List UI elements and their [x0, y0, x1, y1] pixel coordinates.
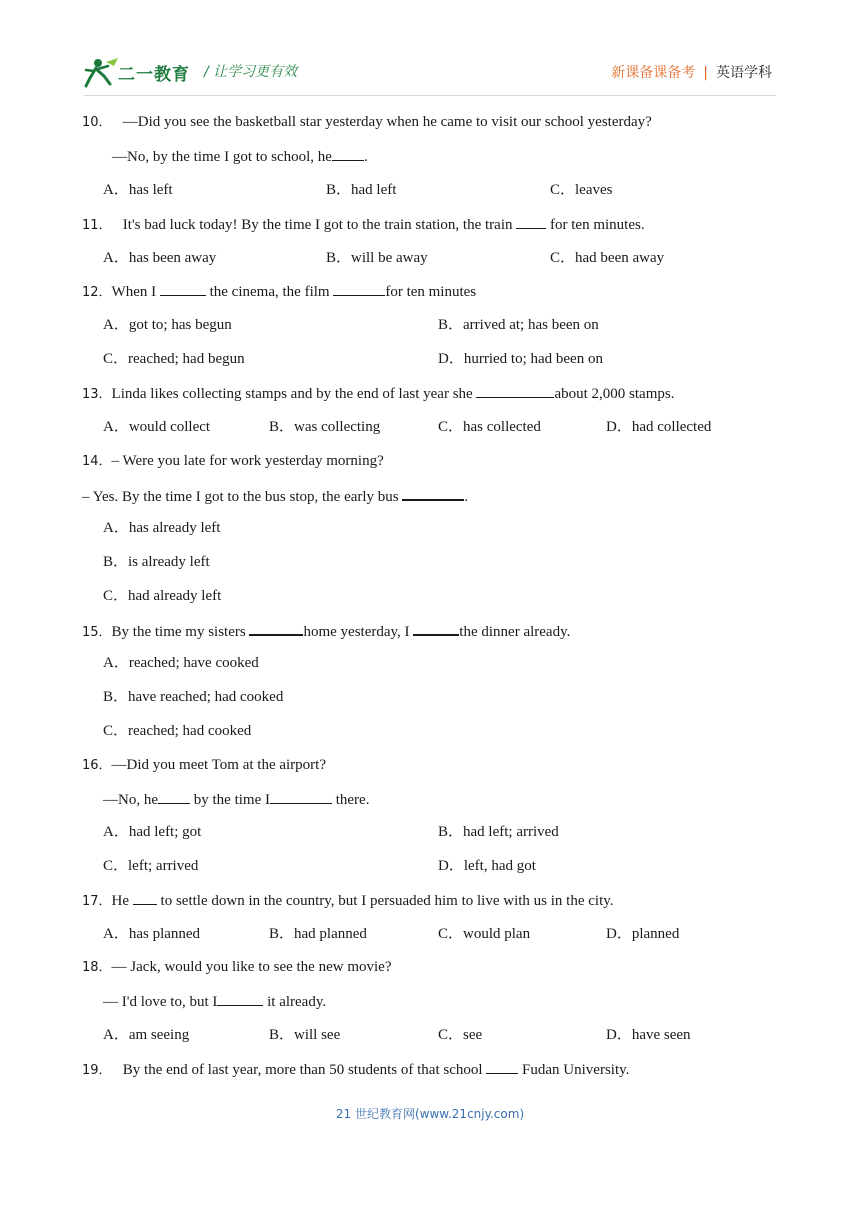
question-13	[82, 383, 674, 405]
logo-text: 二一教育	[118, 65, 190, 85]
header-right	[611, 62, 772, 82]
question-text: .	[363, 149, 368, 165]
question-text: — I'd love to, but I	[103, 994, 218, 1010]
option-b[interactable]: B．will be away	[326, 250, 428, 266]
question-17	[82, 890, 614, 912]
question-text: He	[111, 893, 133, 909]
option-b[interactable]: B．is already left	[103, 554, 210, 570]
option-d[interactable]: D．planned	[606, 926, 680, 942]
answer-blank	[413, 620, 459, 636]
question-text: for ten minutes.	[546, 217, 645, 233]
question-16	[82, 755, 326, 776]
question-text: It's bad luck today! By the time I got to the train station, the train	[122, 217, 517, 233]
answer-blank	[133, 890, 157, 905]
question-text: it already.	[263, 994, 327, 1010]
answer-blank	[270, 789, 332, 804]
option-c[interactable]: C．left; arrived	[103, 858, 199, 874]
option-a[interactable]: A．has left	[103, 182, 173, 198]
answer-blank	[160, 281, 206, 296]
question-text: there.	[331, 792, 370, 808]
question-stem: – Were you late for work yesterday morning?	[111, 453, 384, 469]
question-stem: — Jack, would you like to see the new movie?	[111, 959, 392, 975]
question-14-line2	[82, 485, 468, 507]
question-19	[82, 1059, 629, 1081]
header-subject: 英语学科	[716, 65, 772, 81]
question-text: Linda likes collecting stamps and by the end of last year she	[111, 386, 477, 402]
option-b[interactable]: B．was collecting	[269, 419, 381, 435]
question-text: the dinner already.	[459, 624, 571, 640]
page-footer[interactable]: 21 世纪教育网(www.21cnjy.com)	[335, 1107, 525, 1121]
question-number: 16．	[82, 758, 112, 773]
option-b[interactable]: B．will see	[269, 1027, 341, 1043]
question-12	[82, 281, 476, 303]
option-a[interactable]: A．has been away	[103, 250, 217, 266]
option-b[interactable]: B．had left; arrived	[438, 824, 559, 840]
question-text: about 2,000 stamps.	[554, 386, 675, 402]
question-number: 17．	[82, 894, 112, 909]
answer-blank	[158, 789, 190, 804]
header-separator: |	[703, 65, 708, 81]
question-stem: —Did you see the basketball star yesterday when he came to visit our school yesterday?	[122, 114, 652, 130]
option-a[interactable]: A．has already left	[103, 520, 221, 536]
option-c[interactable]: C．had been away	[550, 250, 665, 266]
option-a[interactable]: A．got to; has begun	[103, 317, 232, 333]
option-c[interactable]: C．see	[438, 1027, 483, 1043]
question-14	[82, 451, 384, 472]
option-b[interactable]: B．have reached; had cooked	[103, 689, 284, 705]
question-text: home yesterday, I	[303, 624, 414, 640]
option-c[interactable]: C．reached; had cooked	[103, 723, 252, 739]
option-a[interactable]: A．would collect	[103, 419, 211, 435]
question-text: By the time my sisters	[111, 624, 250, 640]
option-a[interactable]: A．has planned	[103, 926, 201, 942]
option-c[interactable]: C．had already left	[103, 588, 222, 604]
answer-blank	[332, 146, 364, 161]
question-number: 18．	[82, 960, 112, 975]
question-15	[82, 620, 570, 643]
option-b[interactable]: B．had left	[326, 182, 397, 198]
question-number: 13．	[82, 387, 112, 402]
question-number: 19．	[82, 1063, 112, 1078]
answer-blank	[333, 281, 385, 296]
answer-blank	[402, 485, 464, 501]
question-text: to settle down in the country, but I persuaded him to live with us in the city.	[156, 893, 614, 909]
question-text: —No, he	[103, 792, 158, 808]
option-b[interactable]: B．had planned	[269, 926, 367, 942]
question-text: .	[464, 489, 469, 505]
question-text: —No, by the time I got to school, he	[112, 149, 332, 165]
option-d[interactable]: D．had collected	[606, 419, 712, 435]
option-a[interactable]: A．am seeing	[103, 1027, 190, 1043]
answer-blank	[516, 214, 546, 229]
question-number: 15．	[82, 625, 112, 640]
answer-blank	[476, 383, 554, 398]
option-b[interactable]: B．arrived at; has been on	[438, 317, 599, 333]
answer-blank	[249, 620, 303, 636]
option-c[interactable]: C．has collected	[438, 419, 541, 435]
option-d[interactable]: D．left, had got	[438, 858, 536, 874]
question-text: for ten minutes	[385, 284, 477, 300]
question-18-line2	[103, 991, 326, 1012]
question-number: 14．	[82, 454, 112, 469]
option-c[interactable]: C．would plan	[438, 926, 531, 942]
question-number: 10．	[82, 115, 112, 130]
question-text: – Yes. By the time I got to the bus stop, the early bus	[82, 489, 403, 505]
page-header	[0, 0, 860, 100]
answer-blank	[486, 1059, 518, 1074]
question-number: 11．	[82, 218, 112, 233]
option-c[interactable]: C．reached; had begun	[103, 351, 245, 367]
question-10-line2	[112, 146, 368, 167]
question-text: When I	[111, 284, 160, 300]
question-11	[82, 214, 645, 236]
option-d[interactable]: D．hurried to; had been on	[438, 351, 603, 367]
option-d[interactable]: D．have seen	[606, 1027, 691, 1043]
question-18	[82, 957, 391, 978]
option-a[interactable]: A．had left; got	[103, 824, 202, 840]
question-10	[82, 112, 652, 133]
header-slogan: / 让学习更有效	[204, 64, 298, 80]
question-stem: —Did you meet Tom at the airport?	[111, 757, 326, 773]
header-category: 新课备课备考	[611, 65, 696, 81]
question-text: By the end of last year, more than 50 students of that school	[122, 1062, 487, 1078]
option-c[interactable]: C．leaves	[550, 182, 613, 198]
question-16-line2	[103, 789, 369, 810]
option-a[interactable]: A．reached; have cooked	[103, 655, 259, 671]
question-text: Fudan University.	[518, 1062, 630, 1078]
question-number: 12．	[82, 285, 112, 300]
question-text: the cinema, the film	[205, 284, 334, 300]
header-divider	[84, 95, 776, 96]
question-text: by the time I	[190, 792, 270, 808]
answer-blank	[217, 991, 263, 1006]
